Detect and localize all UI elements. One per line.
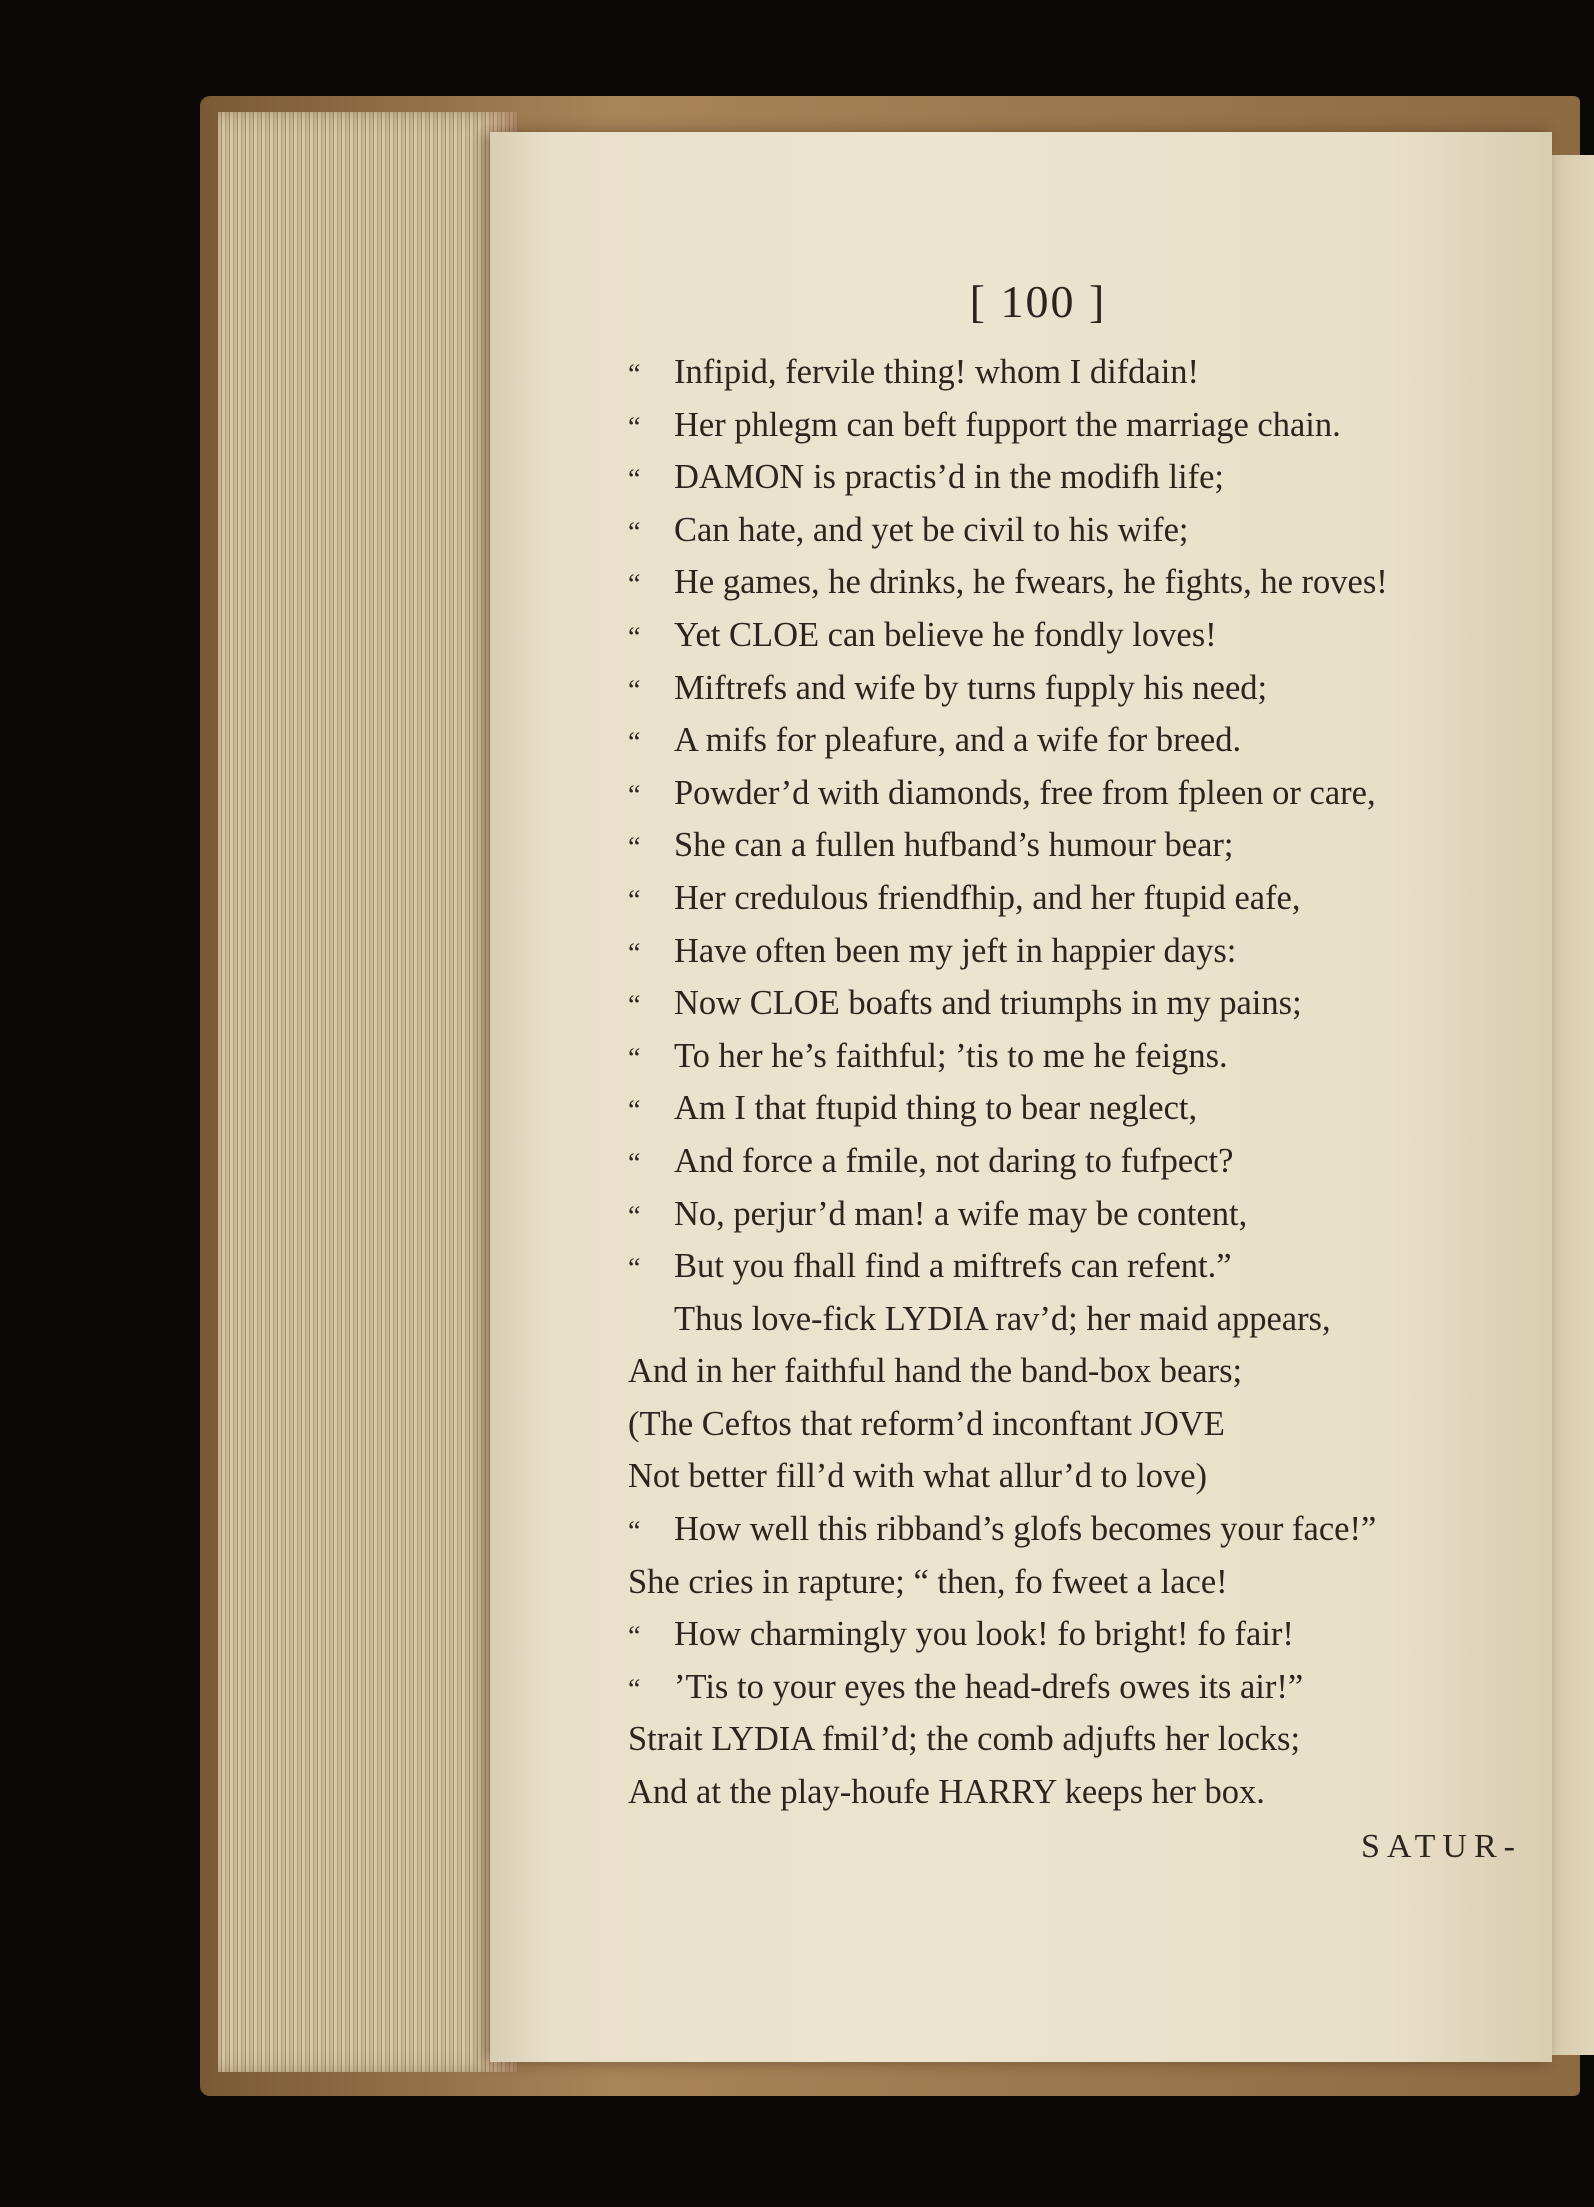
quote-mark: “ [628, 1673, 641, 1705]
verse-line [628, 346, 1528, 399]
quote-mark: “ [628, 1621, 641, 1653]
catchword: SATUR- [1360, 1828, 1522, 1865]
verse-line [628, 1345, 1528, 1398]
verse-line [628, 1188, 1528, 1241]
verse-line-text: She cries in rapture; “ then, fo fweet a lace! [628, 1562, 1228, 1601]
verse-line-text: Have often been my jeft in happier days: [674, 931, 1237, 970]
verse-line [628, 1293, 1528, 1346]
quote-mark: “ [628, 1095, 641, 1127]
verse-line [628, 399, 1528, 452]
quote-mark: “ [628, 990, 641, 1022]
verse-line [628, 925, 1528, 978]
quote-mark: “ [628, 937, 641, 969]
verse-line-text: (The Ceftos that reform’d inconftant JOVE [628, 1404, 1225, 1443]
verse-line [628, 1030, 1528, 1083]
verse-line [628, 767, 1528, 820]
quote-mark: “ [628, 1253, 641, 1285]
verse-line [628, 1766, 1528, 1819]
verse-line-text: She can a fullen hufband’s humour bear; [674, 826, 1234, 865]
verse-line-text: Infipid, fervile thing! whom I difdain! [674, 353, 1200, 391]
verse-line-text: Powder’d with diamonds, free from fpleen or care, [674, 773, 1376, 812]
quote-mark: “ [628, 516, 641, 548]
verse-line [628, 819, 1528, 872]
quote-mark: “ [628, 779, 641, 811]
verse-line [628, 1398, 1528, 1451]
quote-mark: “ [628, 832, 641, 864]
verse-line-text: Miftrefs and wife by turns fupply his need; [674, 668, 1268, 707]
quote-mark: “ [628, 727, 641, 759]
verse-line-text: Her credulous friendfhip, and her ftupid eafe, [674, 878, 1301, 917]
verse-line [628, 977, 1528, 1030]
verse-line [628, 1503, 1528, 1556]
quote-mark: “ [628, 1147, 641, 1179]
verse-line-text: And in her faithful hand the band-box bears; [628, 1352, 1243, 1391]
verse-line-text: Can hate, and yet be civil to his wife; [674, 510, 1189, 549]
verse-line [628, 872, 1528, 925]
quote-mark: “ [628, 884, 641, 916]
verse-line-text: He games, he drinks, he fwears, he fights, he roves! [674, 563, 1388, 602]
verse-line-text: No, perjur’d man! a wife may be content, [674, 1194, 1248, 1233]
quote-mark: “ [628, 569, 641, 601]
quote-mark: “ [628, 411, 641, 443]
verse-line [628, 556, 1528, 609]
quote-mark: “ [628, 1200, 641, 1232]
quote-mark: “ [628, 464, 641, 496]
verse-line-text: And force a fmile, not daring to fufpect? [674, 1141, 1234, 1180]
verse-line [628, 714, 1528, 767]
verse-line [628, 1240, 1528, 1293]
verse-line-text: But you fhall find a miftrefs can refent.” [674, 1247, 1232, 1286]
verse-line [628, 1135, 1528, 1188]
verse-line [628, 1661, 1528, 1714]
verse-line [628, 1608, 1528, 1661]
verse-line-text: Thus love-fick LYDIA rav’d; her maid appears, [674, 1299, 1331, 1338]
verse-line [628, 504, 1528, 557]
verse-line-text: How charmingly you look! fo bright! fo fair! [674, 1615, 1294, 1654]
quote-mark: “ [628, 621, 641, 653]
quote-mark: “ [628, 359, 641, 390]
page-edges [218, 112, 518, 2072]
quote-mark: “ [628, 1042, 641, 1074]
verse-line-text: Strait LYDIA fmil’d; the comb adjufts her locks; [628, 1720, 1301, 1759]
verse-line [628, 1450, 1528, 1503]
poem-text [628, 346, 1528, 1819]
book-page [490, 132, 1552, 2062]
verse-line-text: DAMON is practis’d in the modifh life; [674, 458, 1224, 497]
verse-line-text: Not better fill’d with what allur’d to love) [628, 1457, 1208, 1496]
verse-line-text: How well this ribband’s glofs becomes your face!” [674, 1510, 1377, 1549]
verse-line-text: Yet CLOE can believe he fondly loves! [674, 615, 1217, 654]
page-number: [ 100 ] [969, 276, 1107, 327]
verse-line [628, 1713, 1528, 1766]
verse-line-text: Now CLOE boafts and triumphs in my pains; [674, 984, 1302, 1023]
verse-line-text: Am I that ftupid thing to bear neglect, [674, 1089, 1198, 1128]
verse-line [628, 609, 1528, 662]
verse-line-text: And at the play-houfe HARRY keeps her box. [628, 1773, 1265, 1812]
verse-line [628, 1556, 1528, 1609]
verse-line-text: Her phlegm can beft fupport the marriage chain. [674, 405, 1341, 444]
quote-mark: “ [628, 674, 641, 706]
verse-line [628, 451, 1528, 504]
quote-mark: “ [628, 1516, 641, 1548]
verse-line [628, 1082, 1528, 1135]
verse-line-text: A mifs for pleafure, and a wife for breed. [674, 721, 1242, 760]
verse-line-text: ’Tis to your eyes the head-drefs owes its air!” [674, 1667, 1304, 1706]
verse-line-text: To her he’s faithful; ’tis to me he feigns. [674, 1036, 1228, 1075]
verse-line [628, 662, 1528, 715]
